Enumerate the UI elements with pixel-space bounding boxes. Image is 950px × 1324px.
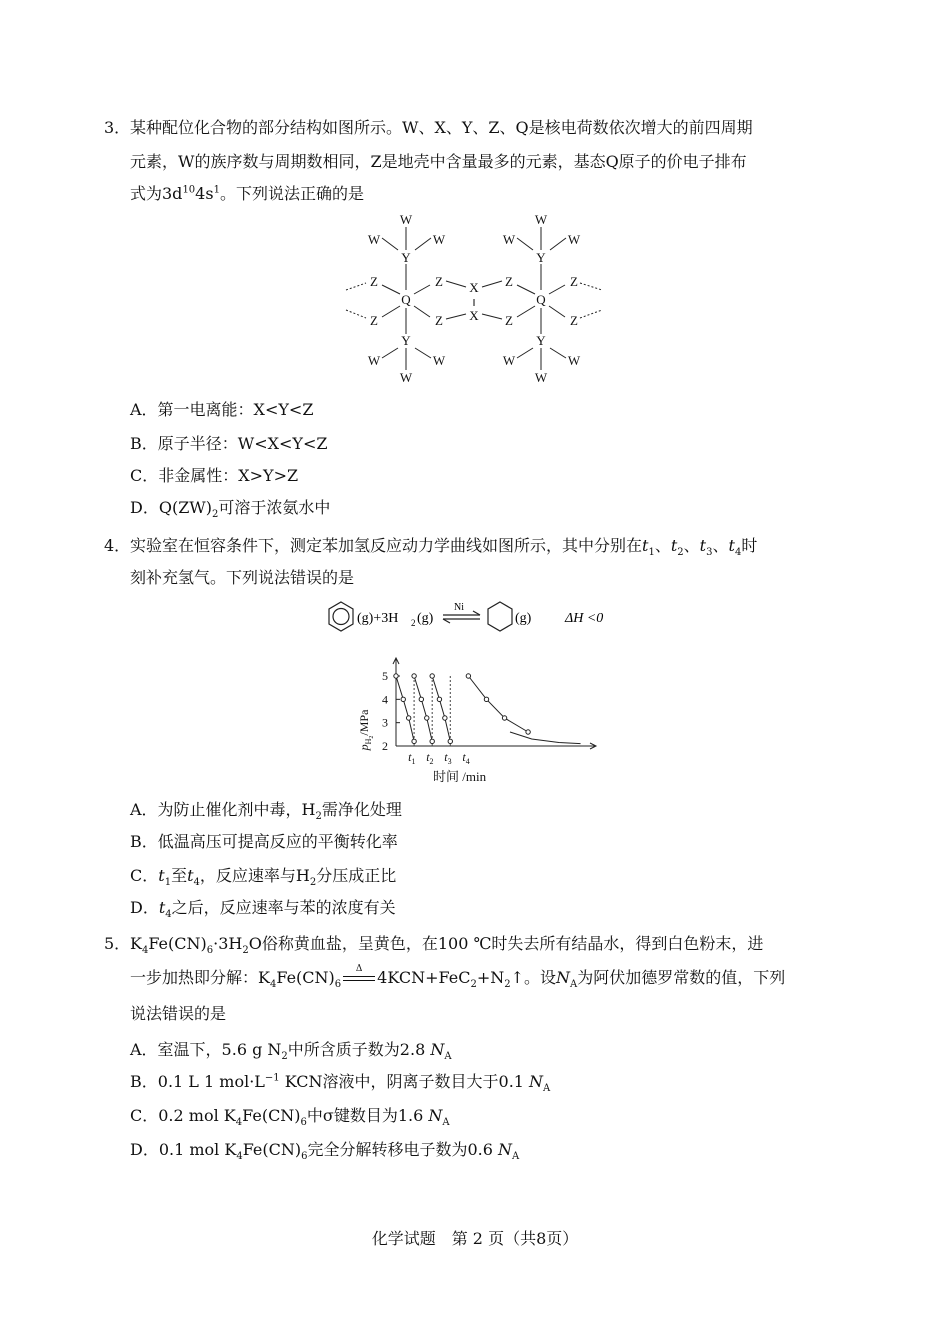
q5-option-d: D．0.1 mol $K_4Fe(CN)_6$完全分解转移电子数为0.6 $N_A$ bbox=[130, 1140, 520, 1163]
x-tick-label: $t_4$ bbox=[462, 750, 470, 766]
series-line bbox=[414, 676, 432, 741]
svg-text:W: W bbox=[399, 212, 413, 227]
q5-stem-line1: 5．$K_4Fe(CN)_6\cdot 3H_2O$俗称黄血盐，呈黄色，在100 ℃时失去所有结晶水，得到白色粉末，进 bbox=[104, 934, 764, 957]
svg-text:ΔH <0: ΔH <0 bbox=[565, 611, 604, 626]
q3-number: 3． bbox=[104, 118, 131, 137]
y-tick-label: 2 bbox=[382, 739, 388, 753]
svg-text:W: W bbox=[367, 353, 381, 368]
q4-reaction-equation bbox=[325, 598, 625, 638]
data-point bbox=[526, 730, 530, 734]
svg-text:W: W bbox=[567, 353, 581, 368]
svg-text:(g): (g) bbox=[515, 611, 532, 626]
svg-text:Q: Q bbox=[536, 292, 546, 307]
svg-text:Q: Q bbox=[401, 292, 411, 307]
q3-structure-diagram bbox=[330, 210, 620, 385]
svg-text:2: 2 bbox=[411, 618, 416, 628]
svg-text:W: W bbox=[534, 212, 548, 227]
y-tick-label: 4 bbox=[382, 692, 388, 707]
q3-stem-line1: 3．某种配位化合物的部分结构如图所示。W、X、Y、Z、Q是核电荷数依次增大的前四周期 bbox=[104, 118, 753, 137]
svg-text:Y: Y bbox=[401, 250, 411, 265]
data-point bbox=[448, 739, 452, 743]
svg-text:Z: Z bbox=[505, 313, 513, 328]
data-point bbox=[406, 716, 410, 720]
q4-option-d: D．$t_4$之后，反应速率与苯的浓度有关 bbox=[130, 898, 396, 921]
q3-stem-line3: 式为$3d^{10}4s^1$。下列说法正确的是 bbox=[130, 184, 364, 203]
svg-text:W: W bbox=[367, 232, 381, 247]
q3-option-c: C．非金属性：X>Y>Z bbox=[130, 466, 299, 485]
svg-text:X: X bbox=[469, 280, 479, 295]
chart-ylabel: $p_H2$/MPa bbox=[357, 709, 375, 751]
y-tick-label: 3 bbox=[382, 715, 388, 730]
data-point bbox=[430, 674, 434, 678]
svg-text:Z: Z bbox=[505, 274, 513, 289]
data-point bbox=[419, 697, 423, 701]
data-point bbox=[412, 674, 416, 678]
q3-option-a: A．第一电离能：X<Y<Z bbox=[130, 400, 314, 419]
data-point bbox=[466, 674, 470, 678]
q5-stem-line3: 说法错误的是 bbox=[130, 1004, 227, 1023]
svg-text:W: W bbox=[432, 353, 446, 368]
chart-xlabel: 时间 /min bbox=[433, 769, 487, 784]
svg-text:Z: Z bbox=[370, 313, 378, 328]
x-tick-label: $t_1$ bbox=[408, 750, 416, 766]
series-line bbox=[396, 676, 414, 741]
data-point bbox=[502, 716, 506, 720]
svg-text:Z: Z bbox=[435, 274, 443, 289]
q5-stem-line2: 一步加热即分解：$K_4Fe(CN)_6$ Δ $4KCN+FeC_2+N_2↑$。设$N_A$为阿伏加德罗常数的值，下列 bbox=[130, 964, 786, 991]
svg-text:W: W bbox=[432, 232, 446, 247]
chart-axes bbox=[393, 658, 596, 749]
q5-option-b: B．0.1 L 1 $mol\cdot L^{-1}$ KCN溶液中，阴离子数目大于0.1 $N_A$ bbox=[130, 1072, 551, 1095]
q4-option-a: A．为防止催化剂中毒，$H_2$需净化处理 bbox=[130, 800, 402, 823]
svg-text:W: W bbox=[534, 370, 548, 385]
data-point bbox=[412, 739, 416, 743]
svg-text:W: W bbox=[502, 232, 516, 247]
data-point bbox=[437, 697, 441, 701]
svg-text:‖: ‖ bbox=[472, 297, 476, 309]
q5-option-a: A．室温下，5.6 g $N_2$中所含质子数为2.8 $N_A$ bbox=[130, 1040, 452, 1063]
svg-text:Y: Y bbox=[401, 333, 411, 348]
q3-option-b: B．原子半径：W<X<Y<Z bbox=[130, 434, 328, 453]
series-line bbox=[468, 676, 528, 732]
q4-option-c: C．$t_1$至$t_4$，反应速率与$H_2$分压成正比 bbox=[130, 866, 397, 889]
svg-text:(g)+3H: (g)+3H bbox=[357, 611, 399, 626]
svg-text:W: W bbox=[567, 232, 581, 247]
cyclohexane-ring-icon bbox=[488, 602, 512, 631]
heating-arrow: Δ bbox=[341, 968, 377, 988]
svg-text:W: W bbox=[502, 353, 516, 368]
chart-marks bbox=[382, 669, 581, 766]
data-point bbox=[425, 716, 429, 720]
q4-stem-line1: 4．实验室在恒容条件下，测定苯加氢反应动力学曲线如图所示，其中分别在$t_1$、$t_2$、$t_3$、$t_4$时 bbox=[104, 536, 758, 559]
q4-number: 4． bbox=[104, 536, 131, 555]
q4-option-b: B．低温高压可提高反应的平衡转化率 bbox=[130, 832, 398, 851]
svg-text:Z: Z bbox=[570, 274, 578, 289]
q4-stem-line2: 刻补充氢气。下列说法错误的是 bbox=[130, 568, 355, 587]
q5-number: 5． bbox=[104, 934, 131, 953]
svg-text:X: X bbox=[469, 308, 479, 323]
svg-text:Z: Z bbox=[435, 313, 443, 328]
q3-option-d: D．$Q(ZW)_2$可溶于浓氨水中 bbox=[130, 498, 331, 521]
q5-option-c: C．0.2 mol $K_4Fe(CN)_6$中σ键数目为1.6 $N_A$ bbox=[130, 1106, 450, 1129]
svg-text:(g): (g) bbox=[417, 611, 434, 626]
data-point bbox=[430, 739, 434, 743]
series-line bbox=[432, 676, 450, 741]
data-point bbox=[401, 697, 405, 701]
decay-curve bbox=[510, 732, 581, 744]
q3-stem-line2: 元素，W的族序数与周期数相同，Z是地壳中含量最多的元素，基态Q原子的价电子排布 bbox=[130, 152, 747, 171]
svg-text:W: W bbox=[399, 370, 413, 385]
svg-text:Z: Z bbox=[370, 274, 378, 289]
data-point bbox=[484, 697, 488, 701]
svg-text:Y: Y bbox=[536, 250, 546, 265]
svg-text:Ni: Ni bbox=[454, 602, 464, 613]
svg-text:Z: Z bbox=[570, 313, 578, 328]
x-tick-label: $t_2$ bbox=[426, 750, 434, 766]
q4-kinetics-chart bbox=[352, 648, 612, 788]
y-tick-label: 5 bbox=[382, 669, 388, 683]
x-tick-label: $t_3$ bbox=[444, 750, 452, 766]
data-point bbox=[443, 716, 447, 720]
svg-text:Y: Y bbox=[536, 333, 546, 348]
data-point bbox=[394, 674, 398, 678]
structure-atom-labels bbox=[368, 212, 581, 385]
page-footer: 化学试题 第 2 页（共8页） bbox=[371, 1229, 579, 1248]
